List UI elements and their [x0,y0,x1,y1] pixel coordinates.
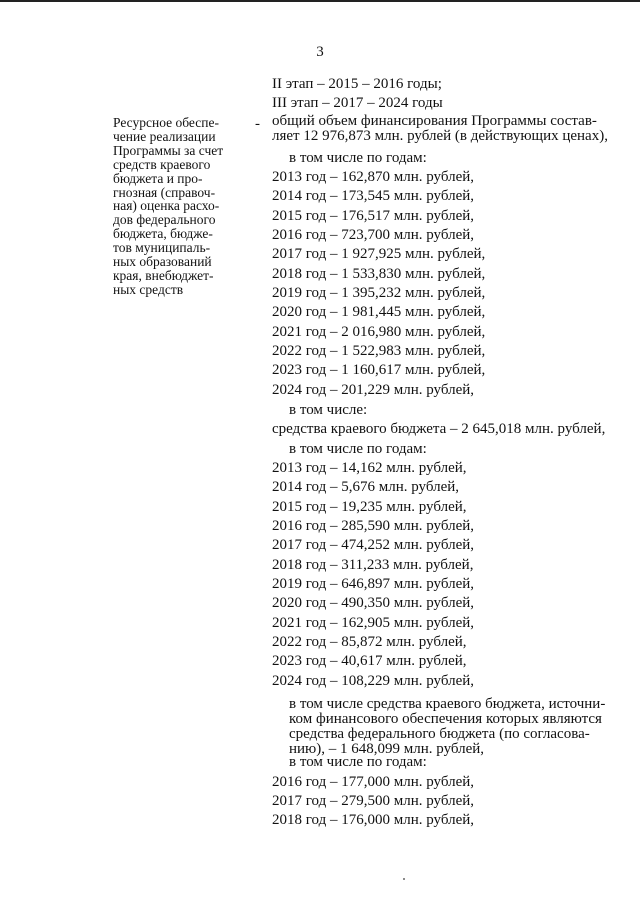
regional-budget-total: средства краевого бюджета – 2 645,018 млн. рублей, [272,421,606,437]
regional-year-row: 2024 год – 108,229 млн. рублей, [272,673,475,689]
federal-year-row: 2018 год – 176,000 млн. рублей, [272,812,475,828]
regional-year-row: 2021 год – 162,905 млн. рублей, [272,615,475,631]
para-line: ком финансового обеспечения которых являются [289,711,602,727]
label-line: края, внебюджет- [113,267,214,283]
regional-year-row: 2019 год – 646,897 млн. рублей, [272,576,475,592]
regional-year-row: 2013 год – 14,162 млн. рублей, [272,460,467,476]
regional-year-row: 2016 год – 285,590 млн. рублей, [272,518,475,534]
total-year-row: 2022 год – 1 522,983 млн. рублей, [272,343,486,359]
total-year-row: 2014 год – 173,545 млн. рублей, [272,188,475,204]
regional-year-row: 2020 год – 490,350 млн. рублей, [272,595,475,611]
stage-line-2: II этап – 2015 – 2016 годы; [272,76,442,92]
para-line: в том числе средства краевого бюджета, источни- [289,696,606,712]
including-label: в том числе: [289,402,368,418]
total-year-row: 2015 год – 176,517 млн. рублей, [272,208,475,224]
label-line: ная) оценка расхо- [113,198,220,214]
total-year-row: 2013 год – 162,870 млн. рублей, [272,169,475,185]
regional-year-row: 2018 год – 311,233 млн. рублей, [272,557,474,573]
total-year-row: 2017 год – 1 927,925 млн. рублей, [272,246,486,262]
para-line: нию), – 1 648,099 млн. рублей, [289,741,485,757]
label-line: дов федерального [113,212,216,228]
top-rule [0,0,640,2]
total-year-row: 2016 год – 723,700 млн. рублей, [272,227,475,243]
regional-year-row: 2014 год – 5,676 млн. рублей, [272,479,460,495]
stage-line-3: III этап – 2017 – 2024 годы [272,95,443,111]
label-line: гнозная (справоч- [113,184,216,200]
total-year-row: 2020 год – 1 981,445 млн. рублей, [272,304,486,320]
by-years-label: в том числе по годам: [289,441,427,457]
total-funding-intro [272,114,612,144]
by-years-label: в том числе по годам: [289,150,427,166]
total-year-row: 2023 год – 1 160,617 млн. рублей, [272,362,486,378]
label-line: чение реализации [113,128,216,144]
label-line: тов муниципаль- [113,240,211,256]
total-year-row: 2019 год – 1 395,232 млн. рублей, [272,285,486,301]
federal-source-paragraph [289,697,619,757]
intro-line: ляет 12 976,873 млн. рублей (в действующих ценах), [272,128,608,144]
total-year-row: 2018 год – 1 533,830 млн. рублей, [272,266,486,282]
federal-year-row: 2017 год – 279,500 млн. рублей, [272,793,475,809]
label-line: Ресурсное обеспе- [113,115,219,130]
regional-year-row: 2022 год – 85,872 млн. рублей, [272,634,467,650]
label-line: Программы за счет [113,142,224,158]
label-line: средств краевого [113,156,211,172]
regional-year-row: 2023 год – 40,617 млн. рублей, [272,653,467,669]
page-number: 3 [316,44,324,60]
para-line: средства федерального бюджета (по согласова- [289,726,590,742]
total-year-row: 2021 год – 2 016,980 млн. рублей, [272,324,486,340]
total-year-row: 2024 год – 201,229 млн. рублей, [272,382,475,398]
federal-year-row: 2016 год – 177,000 млн. рублей, [272,774,475,790]
label-line: ных образований [113,254,212,270]
resource-provision-label [113,116,253,297]
by-years-label: в том числе по годам: [289,754,427,770]
regional-year-row: 2017 год – 474,252 млн. рублей, [272,537,475,553]
scan-speck [403,878,405,880]
separator-dash: - [255,116,260,132]
intro-line: общий объем финансирования Программы состав- [272,113,597,129]
label-line: бюджета и про- [113,170,203,186]
label-line: бюджета, бюдже- [113,226,213,242]
label-line: ных средств [113,281,184,297]
regional-year-row: 2015 год – 19,235 млн. рублей, [272,499,467,515]
